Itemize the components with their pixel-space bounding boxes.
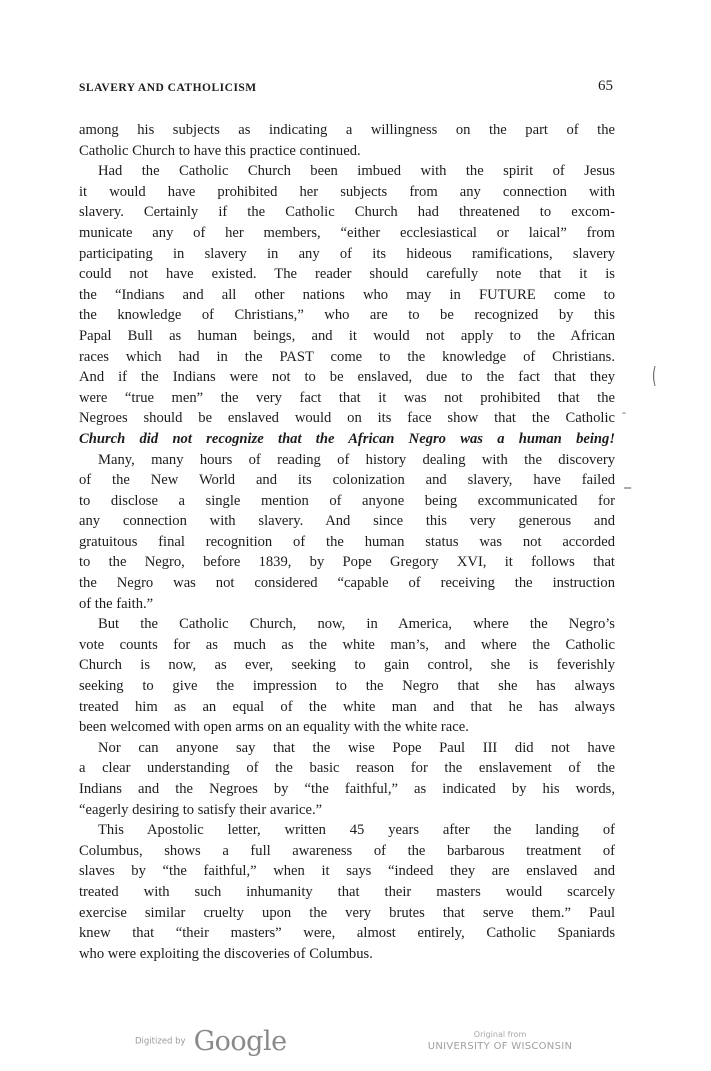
text-line: participating in slavery in any of its hideous ramifications, slavery: [79, 245, 615, 262]
text-line: a clear understanding of the basic reason for the enslavement of the: [79, 760, 615, 777]
text-line: races which had in the PAST come to the knowledge of Christians.: [79, 348, 615, 365]
text-line: Had the Catholic Church been imbued with the spirit of Jesus: [98, 163, 615, 180]
text-line: slavery. Certainly if the Catholic Church had threatened to excom-: [79, 204, 615, 221]
text-line: Papal Bull as human beings, and it would not apply to the African: [79, 327, 615, 344]
text-line: municate any of her members, “either ecclesiastical or laical” from: [79, 224, 615, 241]
text-line: gratuitous final recognition of the human status was not accorded: [79, 533, 615, 550]
university-label: UNIVERSITY OF WISCONSIN: [427, 1041, 573, 1052]
text-line: knew that “their masters” were, almost entirely, Catholic Spaniards: [79, 925, 615, 942]
text-line: “eagerly desiring to satisfy their avarice.”: [79, 801, 323, 818]
text-line: could not have existed. The reader should carefully note that it is: [79, 266, 615, 283]
text-line: Catholic Church to have this practice continued.: [79, 142, 361, 159]
text-line: the Negro was not considered “capable of receiving the instruction: [79, 575, 615, 592]
text-line: were “true men” the very fact that it was not prohibited that the: [79, 389, 615, 406]
body-text: [79, 120, 615, 964]
text-line: it would have prohibited her subjects from any connection with: [79, 183, 615, 200]
text-line: any connection with slavery. And since this very generous and: [79, 513, 615, 530]
text-line: the knowledge of Christians,” who are to be recognized by this: [79, 307, 615, 324]
text-line: And if the Indians were not to be enslaved, due to the fact that they: [79, 369, 615, 386]
text-line: treated with such inhumanity that their masters would scarcely: [79, 883, 615, 900]
text-line: seeking to give the impression to the Negro that she has always: [79, 678, 615, 695]
text-line: Church did not recognize that the African Negro was a human being!: [79, 430, 615, 447]
text-line: vote counts for as much as the white man’s, and where the Catholic: [79, 636, 615, 653]
original-from-label: Original from: [473, 1030, 527, 1039]
text-line: of the New World and its colonization and slavery, have failed: [79, 472, 615, 489]
text-line: Nor can anyone say that the wise Pope Paul III did not have: [98, 739, 615, 756]
text-line: who were exploiting the discoveries of Columbus.: [79, 945, 373, 962]
text-line: Indians and the Negroes by “the faithful,” as indicated by his words,: [79, 781, 615, 797]
margin-pencil-mark: _: [624, 473, 631, 489]
margin-pencil-mark: -: [622, 406, 626, 419]
text-line: been welcomed with open arms on an equality with the white race.: [79, 719, 469, 736]
text-line: This Apostolic letter, written 45 years after the landing of: [98, 822, 615, 839]
text-line: slaves by “the faithful,” when it says “indeed they are enslaved and: [79, 863, 615, 880]
text-line: the “Indians and all other nations who may in FUTURE come to: [79, 286, 615, 303]
digitized-by-google-watermark: [135, 1026, 287, 1062]
digitized-by-label: Digitized by: [135, 1036, 186, 1047]
text-line: Columbus, shows a full awareness of the barbarous treatment of: [79, 842, 615, 859]
text-line: But the Catholic Church, now, in America, where the Negro’s: [98, 616, 615, 633]
google-logo: Google: [193, 1026, 287, 1057]
text-line: among his subjects as indicating a willingness on the part of the: [79, 122, 615, 138]
text-line: treated him as an equal of the white man and that he has always: [79, 698, 615, 715]
text-line: Many, many hours of reading of history dealing with the discovery: [98, 451, 615, 468]
page-number: 65: [598, 78, 613, 94]
text-line: Negroes should be enslaved would on its face show that the Catholic: [79, 410, 615, 427]
margin-pencil-bracket: (: [652, 364, 657, 389]
text-line: exercise similar cruelty upon the very brutes that serve them.” Paul: [79, 904, 615, 921]
text-line: to the Negro, before 1839, by Pope Gregory XVI, it follows that: [79, 554, 615, 571]
running-title: SLAVERY AND CATHOLICISM: [79, 82, 257, 94]
text-line: of the faith.”: [79, 595, 154, 612]
running-head: [79, 78, 615, 98]
text-line: Church is now, as ever, seeking to gain control, she is feverishly: [79, 657, 615, 674]
original-source-watermark: [420, 1030, 580, 1052]
text-line: to disclose a single mention of anyone being excommunicated for: [79, 492, 615, 509]
